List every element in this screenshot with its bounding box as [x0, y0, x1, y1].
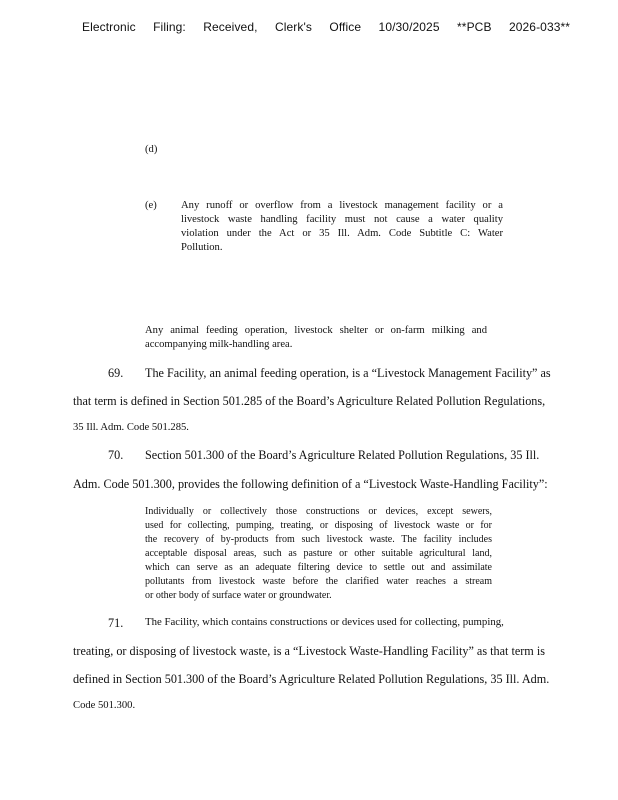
paragraph-69-line: The Facility, an animal feeding operation, is a “Livestock Management Facility” as [145, 366, 551, 380]
definition-line: acceptable disposal areas, such as pasture or other suitable agricultural land, [145, 548, 492, 559]
definition-line: Any animal feeding operation, livestock shelter or on-farm milking and [145, 325, 487, 336]
paragraph-70-line: Adm. Code 501.300, provides the following definition of a “Livestock Waste-Handling Facility”: [73, 477, 548, 491]
paragraph-70-line: Section 501.300 of the Board’s Agriculture Related Pollution Regulations, 35 Ill. [145, 448, 540, 462]
paragraph-71-number: 71. [108, 616, 124, 630]
paragraph-70-number: 70. [108, 448, 124, 462]
paragraph-69-line: that term is defined in Section 501.285 of the Board’s Agriculture Related Pollution Regulations, [73, 394, 546, 408]
livestock-waste-handling-facility-definition [145, 505, 492, 603]
paragraph-69-number: 69. [108, 366, 124, 380]
paragraph-71-line: defined in Section 501.300 of the Board’s Agriculture Related Pollution Regulations, 35 Ill. Adm. [73, 672, 550, 686]
item-e-text [181, 199, 503, 255]
definition-line: or other body of surface water or groundwater. [145, 590, 332, 601]
definition-line: accompanying milk-handling area. [145, 339, 293, 350]
item-e-line: Pollution. [181, 242, 223, 253]
item-e-label: (e) [145, 200, 157, 211]
definition-line: Individually or collectively those constructions or devices, except sewers, [145, 506, 492, 517]
definition-line: which can serve as an adequate filtering device to settle out and assimilate [145, 562, 492, 573]
definition-line: used for collecting, pumping, treating, or disposing of livestock waste or for [145, 520, 492, 531]
livestock-management-facility-definition [145, 324, 487, 352]
item-e-line: Any runoff or overflow from a livestock management facility or a [181, 200, 503, 211]
definition-line: pollutants from livestock waste before the clarified water reaches a stream [145, 576, 492, 587]
filing-stamp-header: Electronic Filing: Received, Clerk's Office 10/30/2025 **PCB 2026-033** [82, 20, 571, 34]
definition-line: the recovery of by-products from such livestock waste. The facility includes [145, 534, 492, 545]
paragraph-71-line: treating, or disposing of livestock waste, is a “Livestock Waste-Handling Facility” as that term is [73, 644, 545, 658]
item-e-line: livestock waste handling facility must not cause a water quality [181, 214, 503, 225]
paragraph-71-line: Code 501.300. [73, 700, 136, 711]
paragraph-69-line: 35 Ill. Adm. Code 501.285. [73, 422, 189, 433]
paragraph-71-line: The Facility, which contains constructions or devices used for collecting, pumping, [145, 616, 504, 628]
item-e-line: violation under the Act or 35 Ill. Adm. Code Subtitle C: Water [181, 228, 503, 239]
item-d-label: (d) [145, 144, 158, 155]
